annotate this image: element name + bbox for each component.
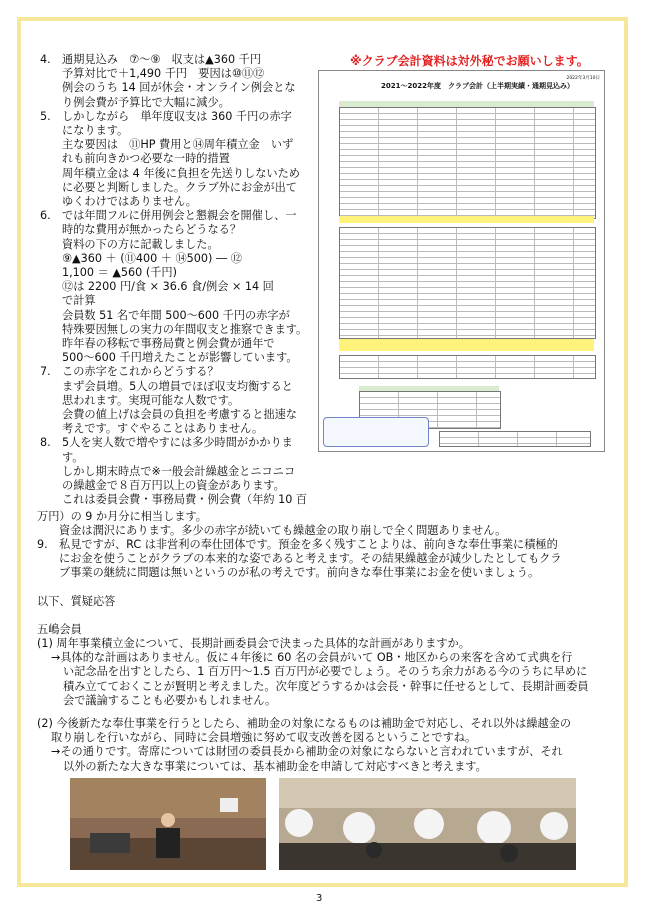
item-line: これは委員会費・事務局費・例会費（年約 10 百 (62, 493, 308, 507)
item-line: 予算対比で＋1,490 千円 要因は⑩⑪⑫ (62, 67, 265, 81)
item-line: 時的な費用が無かったらどうなる？ (62, 223, 242, 237)
accounting-sheet-image (318, 70, 605, 452)
meeting-photo-room (279, 778, 576, 870)
item-line: 例会のうち 14 回が休会・オンライン例会とな (62, 81, 296, 95)
item-body (62, 209, 307, 365)
item-line: 会費の値上げは会員の負担を考慮すると拙速な (62, 408, 297, 421)
answer-line: →具体的な計画はありません。仮に４年後に 60 名の会員がいて OB・地区からの来客を含めて式典を行 (51, 651, 573, 665)
sheet-title: 2021～2022年度 クラブ会計（上半期実績・通期見込み） (381, 82, 574, 90)
item-number: 7. (40, 365, 51, 379)
item-line: 周年積立金は 4 年後に負担を先送りしないため (62, 166, 300, 180)
item-line: 500～600 千円増えたことが影響しています。 (62, 351, 298, 365)
item-line: 5人を実人数で増やすには多少時間がかかりま (62, 436, 293, 450)
item-number: 6. (40, 209, 51, 223)
table-general (339, 107, 596, 219)
page-number: 3 (316, 893, 323, 904)
answer-1 (37, 651, 607, 708)
item-line: 資料の下の方に記載しました。 (62, 237, 219, 251)
item-line: 通期見込み ⑦～⑨ 収支は▲360 千円 (62, 53, 262, 66)
item-body (62, 53, 296, 110)
sheet-note-box (323, 417, 429, 447)
question-line: (2) 今後新たな奉仕事業を行うとしたら、補助金の対象になるものは補助金で対応し、それ以外は繰越金の (37, 717, 572, 730)
item-9-body (59, 538, 562, 581)
item-line: 昨年春の移転で事務局費と例会費が通年で (62, 337, 275, 351)
item-line: にお金を使うことがクラブの本来的な姿であると考えます。その結果繰越金が減少したとしてもクラ (59, 552, 562, 566)
item-line: で計算 (62, 294, 96, 308)
item-body (62, 365, 297, 436)
answer-2 (37, 745, 607, 773)
table-summary (339, 355, 596, 379)
item-body (62, 110, 300, 209)
item-line: まず会員増。5人の増員でほぼ収支均衡すると (62, 379, 293, 393)
table-bottom (439, 431, 591, 447)
continuation-line: 資金は潤沢にあります。多少の赤字が続いても繰越金の取り崩しで全く問題ありません。 (59, 524, 507, 538)
item-line: 思われます。実現可能な人数です。 (62, 393, 240, 407)
sheet-date: 2022年3月10日 (566, 76, 600, 81)
item-number: 5. (40, 109, 51, 123)
item-number: 9. (37, 538, 48, 551)
item-line: しかしながら 単年度収支は 360 千円の赤字 (62, 109, 292, 123)
question-text: (1) 周年事業積立金について、長期計画委員会で決まった具体的な計画がありますか。 (37, 637, 470, 650)
item-number: 8. (40, 436, 51, 450)
item-line: れも前向きかつ必要な一時的措置 (62, 152, 230, 166)
answer-line: 積み立てておくことが賢明と考えました。次年度どうするかは会長・幹事に任せるとして、長期計画委員 (63, 679, 589, 693)
item-line: の繰越金で８百万円以上の資金があります。 (62, 479, 285, 492)
item-line: 考えです。すぐやることはありません。 (62, 422, 264, 436)
item-line: ゆくわけではありません。 (62, 195, 197, 209)
item-line: 特殊要因無しの実力の年間収支と推察できます。 (62, 322, 308, 336)
answer-line: →その通りです。寄席については財団の委員長から補助金の対象にならないと言われていますが、それ (51, 745, 563, 759)
item-line: 1,100 ＝ ▲560 (千円) (62, 266, 177, 279)
item-body (62, 436, 307, 507)
answer-line: 会で議論することも必要かもしれません。 (63, 693, 277, 707)
continuation-text (37, 510, 607, 538)
item-line: に必要と判断しました。クラブ外にお金が出て (62, 180, 297, 194)
question-text (37, 717, 607, 745)
highlight-row (339, 339, 594, 351)
questioner: 五嶋会員 (37, 623, 82, 636)
item-line: 主な要因は ⑪HP 費用と⑭周年積立金 いず (62, 138, 294, 152)
qa-intro: 以下、質疑応答 (37, 595, 116, 608)
table-expense (339, 227, 596, 339)
answer-line: 以外の新たな大きな事業については、基本補助金を申請して対応すべきと考えます。 (63, 759, 487, 773)
question-2 (37, 717, 607, 774)
item-line: この赤字をこれからどうする？ (62, 365, 219, 379)
item-line: す。 (62, 450, 84, 464)
item-line: ⑨▲360 ＋ (⑪400 ＋ ⑭500) ― ⑫ (62, 251, 242, 265)
item-line: になります。 (62, 124, 129, 137)
item-line: では年間フルに併用例会と懇親会を開催し、一 (62, 209, 297, 223)
continuation-line: 万円）の 9 か月分に相当します。 (37, 510, 207, 523)
item-line: しかし期末時点で※一般会計繰越金とニコニコ (62, 464, 296, 478)
answer-line: い記念品を出すとしたら、1 百万円～1.5 百万円が必要でしょう。そのうち余力がある今のうちに早めに (63, 665, 588, 679)
question-1 (37, 637, 607, 708)
item-number: 4. (40, 53, 51, 66)
question-line: 取り崩しを行いながら、同時に会員増強に努めて収支改善を図るということですね。 (51, 731, 477, 745)
confidential-notice: ※クラブ会計資料は対外秘でお願いします。 (350, 54, 589, 68)
item-line: 会員数 51 名で年間 500～600 千円の赤字が (62, 308, 290, 322)
item-line: 私見ですが、RC は非営利の奉仕団体です。預金を多く残すことよりは、前向きな奉仕事業に積極的 (59, 538, 558, 551)
highlight-row (339, 216, 594, 223)
item-line: り例会費が予算比で大幅に減少。 (62, 95, 230, 109)
item-line: ブ事業の継続に問題は無いというのが私の考えです。前向きな奉仕事業にお金を使いましょう。 (59, 566, 540, 580)
item-line: ⑫は 2200 円/食 × 36.6 食/例会 × 14 回 (62, 280, 274, 294)
meeting-photo-speaker (70, 778, 266, 870)
